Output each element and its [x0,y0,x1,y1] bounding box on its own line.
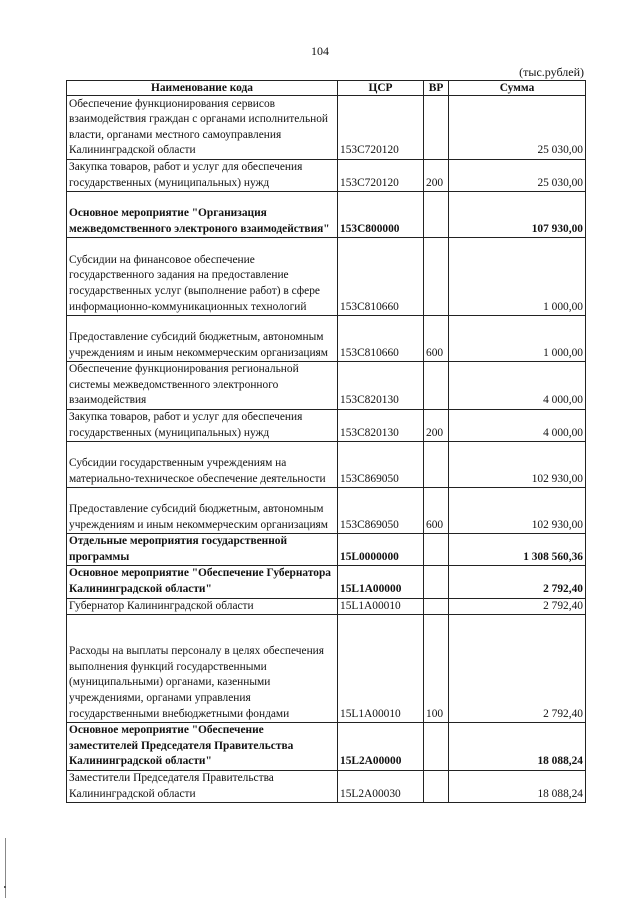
row-name-cell: Заместители Председателя Правительства Калининградской области [67,770,338,802]
row-sum-cell: 25 030,00 [449,160,586,192]
row-vr-cell [424,770,449,802]
row-csr-cell: 153C869050 [338,442,424,488]
row-csr-cell: 15L1A00000 [338,566,424,598]
table-row [67,615,586,723]
row-name-cell: Субсидии на финансовое обеспечение государственного задания на предоставление государственных услуг (выполнение работ) в сфере информационно-коммуникационных технологий [67,238,338,316]
row-vr-cell [424,442,449,488]
row-name-cell: Основное мероприятие "Обеспечение Губернатора Калининградской области" [67,566,338,598]
row-name-cell: Закупка товаров, работ и услуг для обеспечения государственных (муниципальных) нужд [67,409,338,441]
row-vr-cell: 600 [424,316,449,362]
row-csr-cell: 15L1A00010 [338,598,424,615]
row-sum-cell: 1 000,00 [449,238,586,316]
row-name-cell: Закупка товаров, работ и услуг для обеспечения государственных (муниципальных) нужд [67,160,338,192]
row-csr-cell: 153C720120 [338,96,424,160]
row-sum-cell: 102 930,00 [449,488,586,534]
row-name-cell: Субсидии государственным учреждениям на материально-техническое обеспечение деятельности [67,442,338,488]
table-row [67,238,586,316]
table-row [67,362,586,410]
table-header-row [67,81,586,96]
table-row [67,192,586,238]
row-name-cell: Губернатор Калининградской области [67,598,338,615]
row-name-cell: Расходы на выплаты персоналу в целях обеспечения выполнения функций государственными (муниципальными) органами, казенными учреждениями, органами управления государственными внебюджетными фондами [67,615,338,723]
row-vr-cell: 200 [424,160,449,192]
row-csr-cell: 153C820130 [338,362,424,410]
row-vr-cell [424,566,449,598]
row-csr-cell: 15L1A00010 [338,615,424,723]
row-sum-cell: 1 000,00 [449,316,586,362]
row-vr-cell [424,362,449,410]
margin-mark [5,838,6,898]
row-csr-cell: 153C720120 [338,160,424,192]
row-sum-cell: 1 308 560,36 [449,534,586,566]
row-csr-cell: 15L2A00030 [338,770,424,802]
table-row [67,442,586,488]
page-number: 104 [311,44,329,58]
row-name-cell: Основное мероприятие "Обеспечение заместителей Председателя Правительства Калининградской области" [67,723,338,771]
row-name-cell: Обеспечение функционирования региональной системы межведомственного электронного взаимодействия [67,362,338,410]
table-row [67,488,586,534]
margin-dot [4,886,6,888]
units-label: (тыс.рублей) [519,65,584,79]
row-sum-cell: 2 792,40 [449,566,586,598]
row-sum-cell: 2 792,40 [449,598,586,615]
table-row [67,160,586,192]
row-csr-cell: 15L2A00000 [338,723,424,771]
row-sum-cell: 25 030,00 [449,96,586,160]
row-vr-cell: 100 [424,615,449,723]
row-sum-cell: 4 000,00 [449,362,586,410]
row-name-cell: Отдельные мероприятия государственной программы [67,534,338,566]
row-csr-cell: 153C869050 [338,488,424,534]
header-vr: ВР [424,81,449,96]
header-name: Наименование кода [67,81,338,96]
row-sum-cell: 107 930,00 [449,192,586,238]
row-csr-cell: 15L0000000 [338,534,424,566]
row-vr-cell [424,192,449,238]
table-row [67,566,586,598]
row-vr-cell: 600 [424,488,449,534]
row-sum-cell: 18 088,24 [449,723,586,771]
row-name-cell: Обеспечение функционирования сервисов взаимодействия граждан с органами исполнительной власти, органами местного самоуправления Калининградской области [67,96,338,160]
row-vr-cell [424,96,449,160]
row-name-cell: Предоставление субсидий бюджетным, автономным учреждениям и иным некоммерческим организациям [67,316,338,362]
row-sum-cell: 2 792,40 [449,615,586,723]
row-sum-cell: 4 000,00 [449,409,586,441]
table-row [67,316,586,362]
table-row [67,770,586,802]
row-csr-cell: 153C810660 [338,316,424,362]
row-vr-cell [424,723,449,771]
row-vr-cell [424,238,449,316]
row-sum-cell: 18 088,24 [449,770,586,802]
budget-table [66,80,586,803]
table-row [67,723,586,771]
header-csr: ЦСР [338,81,424,96]
header-sum: Сумма [449,81,586,96]
row-vr-cell [424,598,449,615]
row-csr-cell: 153C820130 [338,409,424,441]
table-row [67,534,586,566]
row-vr-cell [424,534,449,566]
row-csr-cell: 153C800000 [338,192,424,238]
table-row [67,96,586,160]
row-name-cell: Предоставление субсидий бюджетным, автономным учреждениям и иным некоммерческим организациям [67,488,338,534]
table-row [67,598,586,615]
table-row [67,409,586,441]
row-sum-cell: 102 930,00 [449,442,586,488]
row-csr-cell: 153C810660 [338,238,424,316]
row-name-cell: Основное мероприятие "Организация межведомственного электроного взаимодействия" [67,192,338,238]
row-vr-cell: 200 [424,409,449,441]
